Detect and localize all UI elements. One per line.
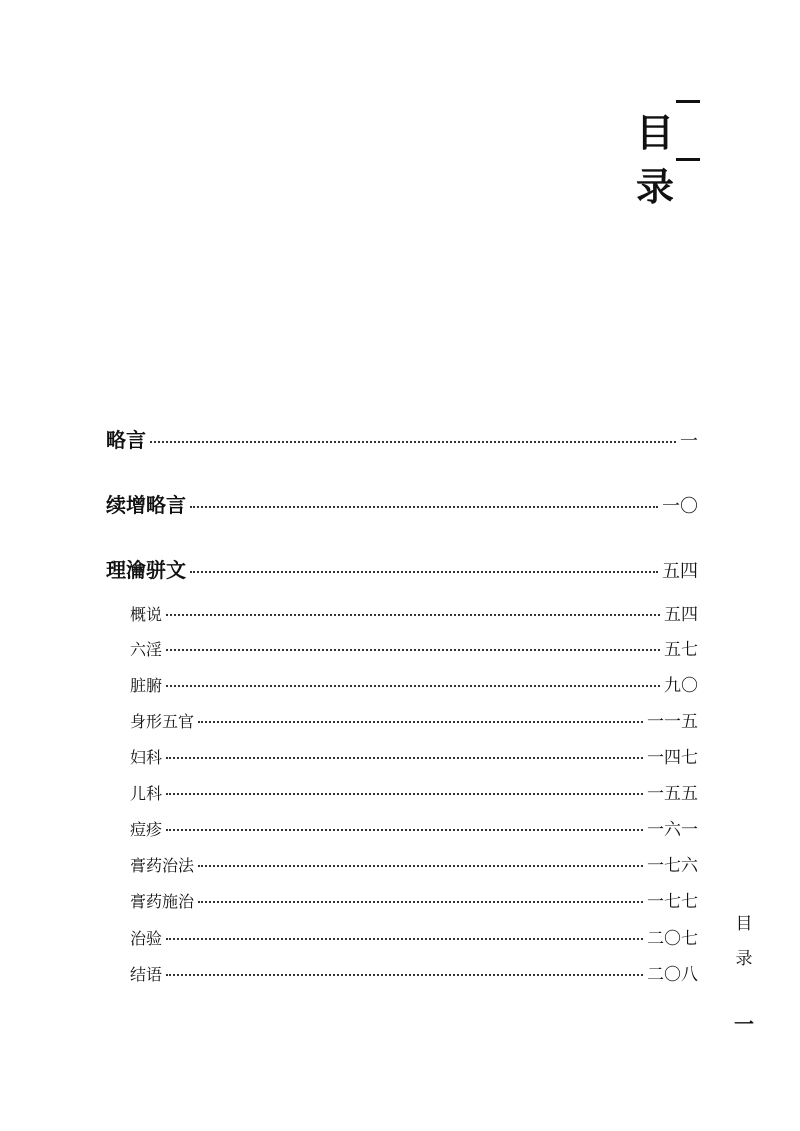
toc-entry-page: 二〇八 (647, 965, 698, 985)
title-char-mu: 目 (636, 111, 675, 155)
toc-entry-lueyan[interactable] (106, 424, 698, 454)
toc-entry-page: 一四七 (647, 748, 698, 768)
toc-dot-leader (150, 441, 676, 443)
toc-entry-page: 二〇七 (647, 929, 698, 949)
toc-dot-leader (166, 974, 643, 976)
toc-dot-leader (198, 721, 643, 723)
toc-entry-page: 一七七 (647, 892, 698, 912)
toc-dot-leader (166, 685, 660, 687)
toc-entry-label: 六淫 (130, 640, 163, 659)
toc-entry-douzhen[interactable] (130, 815, 698, 845)
toc-entry-page: 一〇 (662, 496, 698, 517)
toc-entry-label: 膏药施治 (130, 892, 195, 911)
toc-entry-label: 膏药治法 (130, 856, 195, 875)
toc-entry-liyue-pianwen[interactable] (106, 554, 698, 584)
toc-entry-label: 概说 (130, 605, 163, 624)
toc-dot-leader (166, 614, 660, 616)
toc-dot-leader (166, 829, 643, 831)
toc-entry-label: 脏腑 (130, 676, 163, 695)
toc-entry-label: 痘疹 (130, 820, 163, 839)
toc-dot-leader (166, 938, 643, 940)
title-char-lu: 录 (636, 165, 675, 209)
toc-entry-label: 结语 (130, 965, 163, 984)
toc-dot-leader (190, 506, 658, 508)
toc-dot-leader (166, 649, 660, 651)
toc-entry-gaoyao-shizhi[interactable] (130, 887, 698, 917)
toc-entry-label: 略言 (106, 428, 146, 452)
toc-entry-fuke[interactable] (130, 743, 698, 773)
toc-entry-page: 五四 (662, 561, 698, 582)
toc-entry-liuyin[interactable] (130, 635, 698, 665)
toc-entry-page: 五四 (664, 605, 698, 625)
toc-entry-erke[interactable] (130, 779, 698, 809)
toc-entry-gaoyao-zhifa[interactable] (130, 851, 698, 881)
toc-entry-page: 一一五 (647, 712, 698, 732)
toc-dot-leader (198, 901, 643, 903)
toc-entry-label: 理瀹骈文 (106, 558, 186, 582)
toc-entry-page: 五七 (664, 640, 698, 660)
toc-entry-gaishuo[interactable] (130, 600, 698, 630)
toc-entry-label: 身形五官 (130, 712, 195, 731)
toc-entry-page: 一五五 (647, 784, 698, 804)
toc-entry-label: 儿科 (130, 784, 163, 803)
toc-entry-xuzeng-lueyan[interactable] (106, 489, 698, 519)
toc-dot-leader (166, 793, 643, 795)
toc-dot-leader (190, 571, 658, 573)
running-header-char-mu: 目 (735, 914, 753, 934)
toc-entry-label: 治验 (130, 929, 163, 948)
toc-dot-leader (198, 865, 643, 867)
toc-entry-page: 九〇 (664, 676, 698, 696)
running-header (732, 916, 756, 968)
toc-entry-page: 一 (680, 431, 698, 452)
toc-entry-label: 续增略言 (106, 493, 186, 517)
page-number: 一 (734, 1012, 754, 1036)
running-header-char-lu: 录 (735, 949, 753, 969)
toc-entry-zangfu[interactable] (130, 671, 698, 701)
toc-entry-shenxing-wuguan[interactable] (130, 707, 698, 737)
toc-entry-jieyu[interactable] (130, 960, 698, 990)
toc-entry-label: 妇科 (130, 748, 163, 767)
toc-entry-zhiyan[interactable] (130, 924, 698, 954)
toc-entry-page: 一六一 (647, 820, 698, 840)
toc-entry-page: 一七六 (647, 856, 698, 876)
toc-dot-leader (166, 757, 643, 759)
